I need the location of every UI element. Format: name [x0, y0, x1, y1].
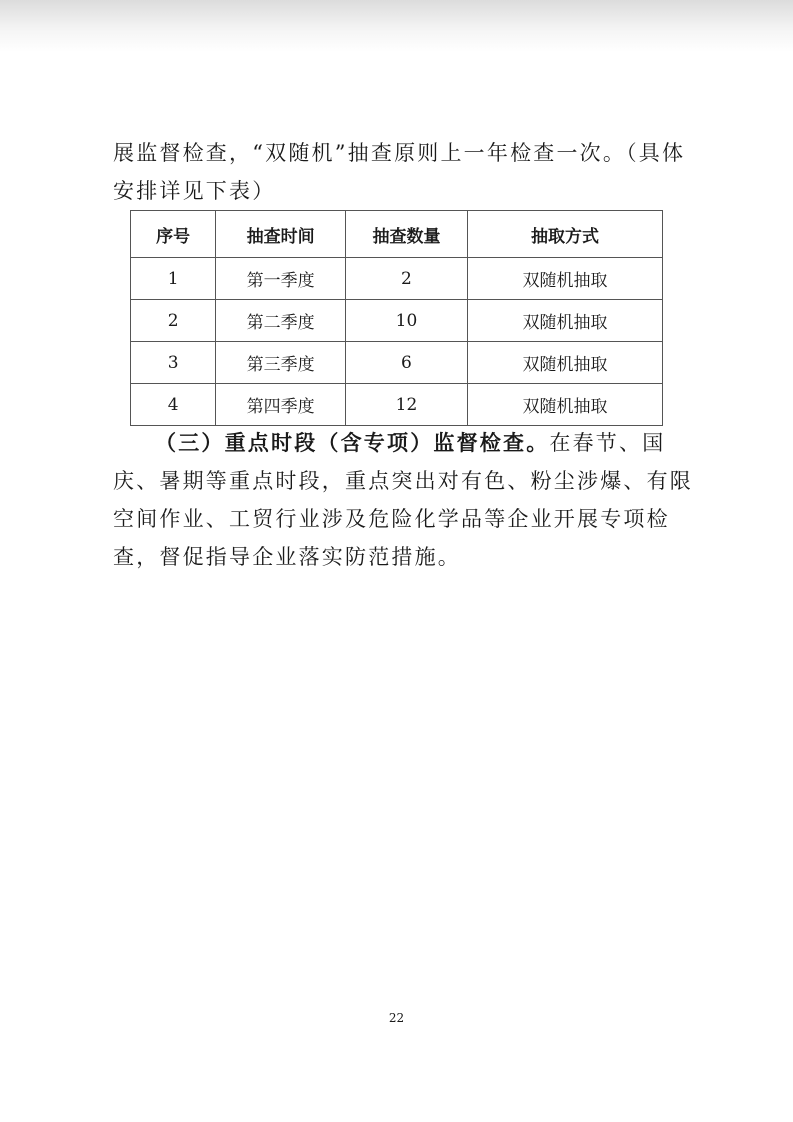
- cell-method: 双随机抽取: [467, 384, 662, 426]
- header-index: 序号: [131, 211, 216, 258]
- table-row: [131, 384, 663, 426]
- cell-method: 双随机抽取: [467, 342, 662, 384]
- cell-time: 第三季度: [216, 342, 346, 384]
- section-3-paragraph: [113, 424, 693, 576]
- page-number: 22: [388, 1011, 405, 1025]
- intro-paragraph: 展监督检查，“双随机”抽查原则上一年检查一次。（具体安排详见下表）: [113, 141, 686, 203]
- cell-index: 2: [131, 300, 216, 342]
- cell-count: 2: [346, 258, 468, 300]
- cell-index: 3: [131, 342, 216, 384]
- cell-count: 12: [346, 384, 468, 426]
- inspection-schedule-table: [130, 210, 663, 426]
- table-row: [131, 300, 663, 342]
- cell-time: 第四季度: [216, 384, 346, 426]
- scan-top-shade: [0, 0, 793, 52]
- cell-count: 10: [346, 300, 468, 342]
- table-row: [131, 342, 663, 384]
- header-method: 抽取方式: [467, 211, 662, 258]
- table-row: [131, 258, 663, 300]
- cell-index: 4: [131, 384, 216, 426]
- section-3-heading: （三）重点时段（含专项）监督检查。: [155, 431, 550, 455]
- cell-index: 1: [131, 258, 216, 300]
- cell-method: 双随机抽取: [467, 258, 662, 300]
- cell-time: 第二季度: [216, 300, 346, 342]
- header-count: 抽查数量: [346, 211, 468, 258]
- header-time: 抽查时间: [216, 211, 346, 258]
- cell-count: 6: [346, 342, 468, 384]
- table-header-row: [131, 211, 663, 258]
- cell-time: 第一季度: [216, 258, 346, 300]
- cell-method: 双随机抽取: [467, 300, 662, 342]
- section-3-body: 在春节、国庆、暑期等重点时段，重点突出对有色、粉尘涉爆、有限空间作业、工贸行业涉及危险化学品等企业开展专项检查，督促指导企业落实防范措施。: [113, 431, 693, 569]
